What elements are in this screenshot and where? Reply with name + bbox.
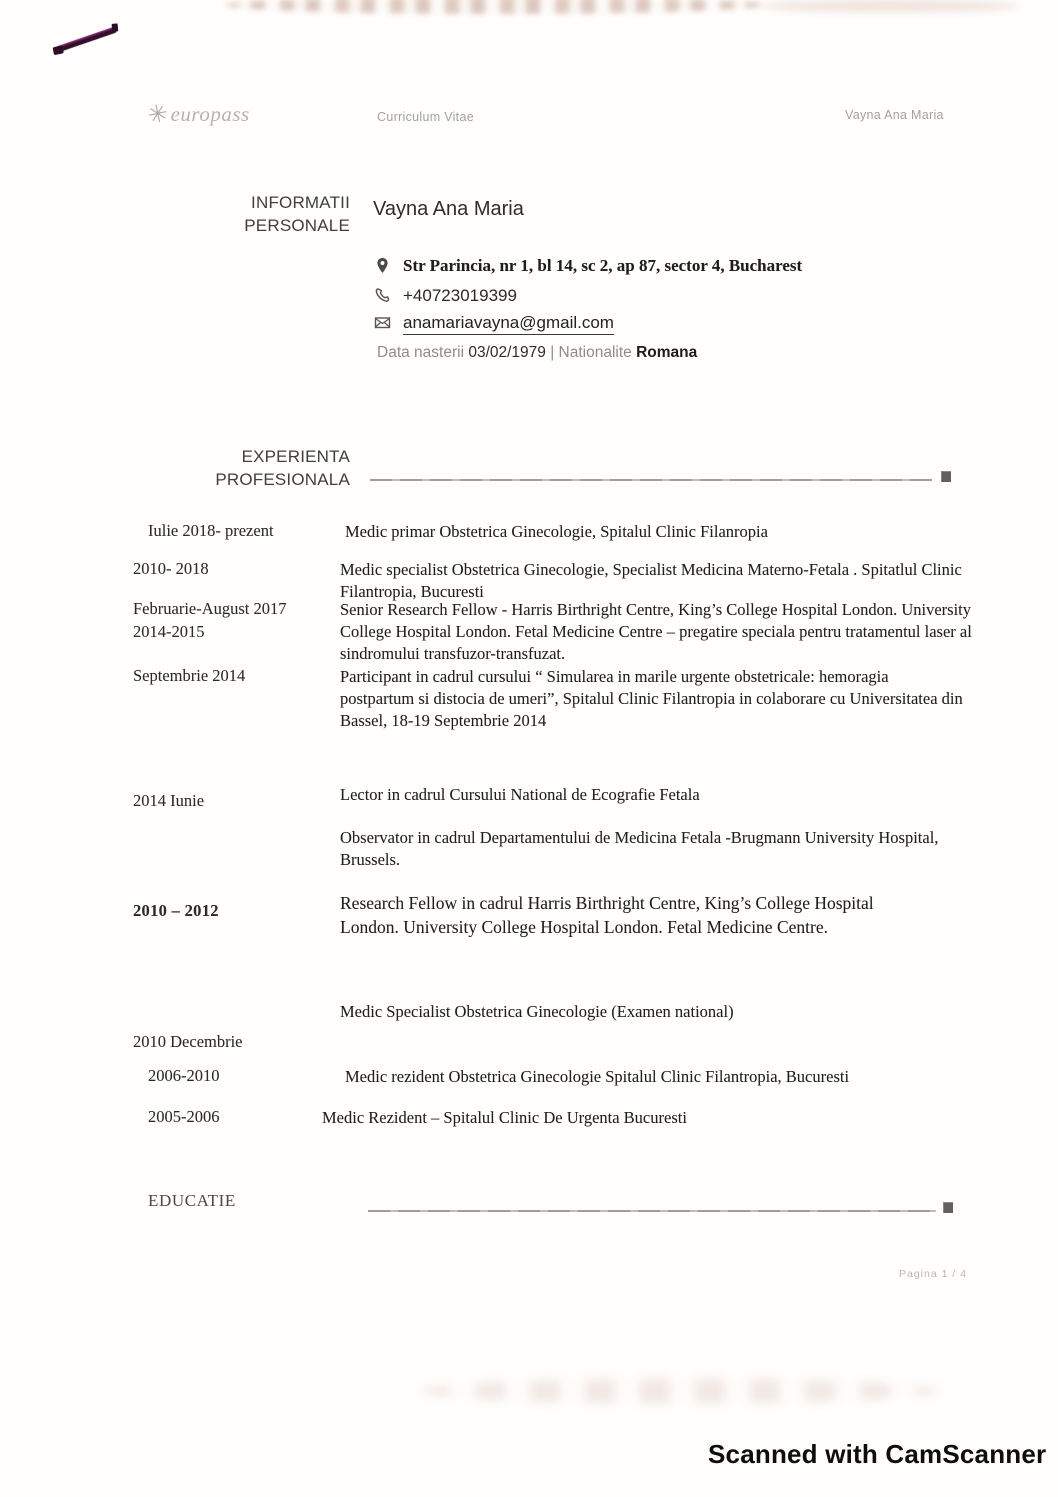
experience-entry-description: Medic rezident Obstetrica Ginecologie Spitalul Clinic Filantropia, Bucuresti — [345, 1067, 850, 1086]
nationality-label: | Nationalite — [550, 344, 632, 361]
email-row — [374, 313, 614, 335]
section-end-square-icon — [941, 471, 951, 482]
education-section-divider — [368, 1210, 936, 1212]
experience-entry-description: Lector in cadrul Cursului National de Ecografie Fetala — [340, 785, 700, 804]
experience-entry-date-secondary: 2014-2015 — [133, 622, 205, 641]
europass-logo-text: europass — [170, 102, 250, 126]
experience-section-divider — [370, 479, 932, 481]
europass-star-icon: ✳ — [145, 100, 172, 130]
experience-entry-date: 2010 Decembrie — [133, 1032, 243, 1051]
experience-entry-description: Medic Rezident – Spitalul Clinic De Urgenta Bucuresti — [322, 1108, 687, 1127]
experience-entry-date: Februarie-August 2017 — [133, 599, 287, 618]
experience-entry-description: Medic primar Obstetrica Ginecologie, Spitalul Clinic Filanropia — [345, 522, 768, 541]
experience-entry-description: Senior Research Fellow - Harris Birthright Centre, King’s College Hospital London. University College Hospital London. Fetal Medicine Centre – pregatire speciala pentru tratamentul laser al sindromului transfuzor-transfuzat. — [340, 600, 972, 664]
person-name: Vayna Ana Maria — [373, 198, 524, 220]
section-end-square-icon — [943, 1202, 953, 1213]
phone-text: +40723019399 — [403, 286, 517, 305]
email-link: anamariavayna@gmail.com — [403, 313, 614, 335]
envelope-icon — [374, 314, 391, 331]
experience-entry-date: Septembrie 2014 — [133, 666, 246, 685]
address-row — [374, 256, 802, 276]
page-number: Pagina 1 / 4 — [899, 1268, 968, 1280]
experience-section-label-line2: PROFESIONALA — [215, 469, 350, 489]
experience-entry-date: Iulie 2018- prezent — [148, 521, 274, 540]
personal-section-label — [126, 192, 350, 237]
personal-section-label-line1: INFORMATII — [251, 193, 350, 212]
birth-date-label: Data nasterii — [377, 344, 465, 361]
nationality-value: Romana — [636, 344, 698, 361]
experience-entry-date: 2014 Iunie — [133, 791, 205, 810]
scan-bleed-artifact-top-right — [760, 0, 1020, 12]
europass-logo — [145, 100, 250, 130]
experience-entry-date: 2010- 2018 — [133, 559, 209, 578]
phone-handset-icon — [374, 287, 391, 304]
personal-section-label-line2: PERSONALE — [244, 215, 350, 235]
location-pin-icon — [374, 257, 391, 274]
camscanner-watermark: Scanned with CamScanner — [708, 1439, 1047, 1469]
address-text: Str Parincia, nr 1, bl 14, sc 2, ap 87, sector 4, Bucharest — [403, 256, 803, 275]
experience-section-label-line1: EXPERIENTA — [241, 447, 350, 466]
experience-entry-date: 2010 – 2012 — [133, 901, 219, 920]
scan-bleed-artifact-bottom — [420, 1378, 940, 1404]
birth-nationality-row — [377, 344, 697, 362]
phone-row — [374, 286, 517, 306]
experience-section-label — [126, 446, 350, 491]
birth-date-value: 03/02/1979 — [468, 344, 546, 361]
experience-entry-description: Medic specialist Obstetrica Ginecologie, Specialist Medicina Materno-Fetala . Spitatlul Clinic Filantropia, Bucuresti — [340, 560, 962, 602]
experience-entry-date: 2006-2010 — [148, 1066, 220, 1085]
header-author-name: Vayna Ana Maria — [845, 108, 944, 122]
experience-entry-description: Participant in cadrul cursului “ Simularea in marile urgente obstetricale: hemoragia postpartum si distocia de umeri”, Spitalul Clinic Filantropia in colaborare cu Universitatea din Bassel, 18-19 Septembrie 2014 — [340, 667, 963, 731]
experience-entry-date: 2005-2006 — [148, 1107, 220, 1126]
experience-entry-description: Research Fellow in cadrul Harris Birthright Centre, King’s College Hospital London. University College Hospital London. Fetal Medicine Centre. — [340, 893, 874, 937]
scan-bleed-artifact-top — [225, 0, 765, 14]
header-doc-type: Curriculum Vitae — [377, 110, 474, 124]
experience-entry-description: Medic Specialist Obstetrica Ginecologie (Examen national) — [340, 1002, 734, 1021]
pen-mark-artifact — [55, 26, 117, 53]
experience-entry-description-secondary: Observator in cadrul Departamentului de Medicina Fetala -Brugmann University Hospital, Brussels. — [340, 828, 939, 870]
education-section-label: EDUCATIE — [148, 1191, 236, 1210]
